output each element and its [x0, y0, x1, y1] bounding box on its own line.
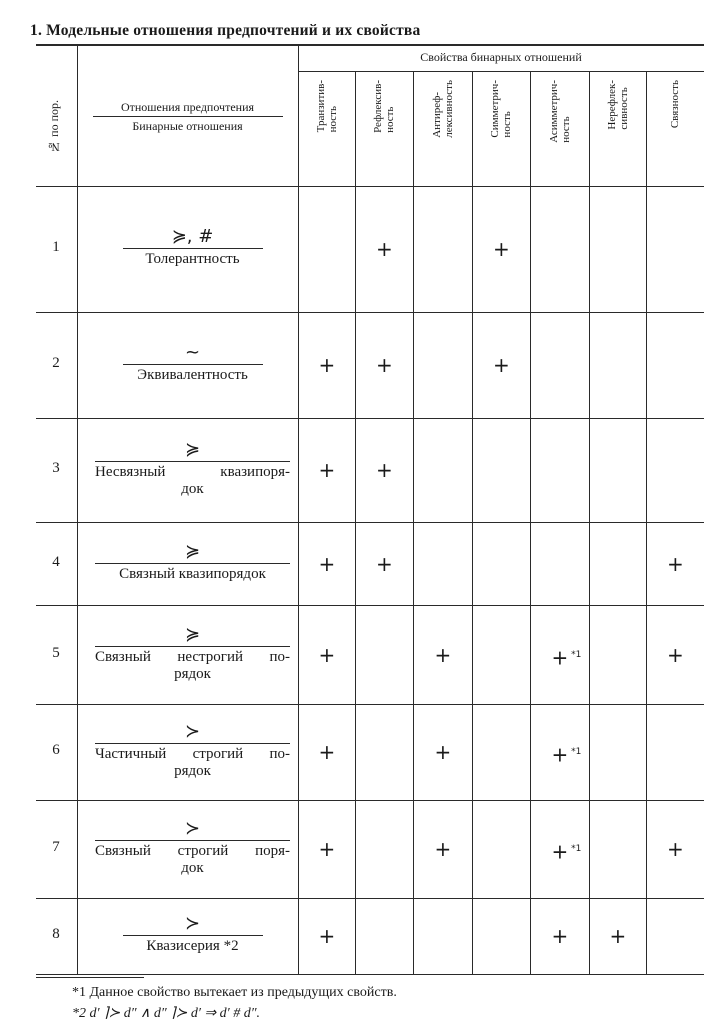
property-mark: +: [318, 458, 336, 482]
property-mark: +: [376, 458, 393, 482]
row-rule: [36, 800, 704, 801]
property-mark: +: [609, 924, 627, 948]
property-mark: +: [318, 924, 336, 948]
fraction-bar: [123, 248, 263, 249]
footnote-1: *1 Данное свойство вытекает из предыдущих свойств.: [72, 985, 397, 1000]
col-rule: [589, 71, 590, 974]
relation-cell: [85, 440, 300, 498]
relation-symbol: ≻: [184, 913, 201, 934]
property-mark: +: [667, 551, 684, 576]
property-mark: +: [434, 642, 452, 667]
col-rule: [472, 71, 473, 974]
relation-name: Связный строгий поря-: [95, 843, 290, 859]
fraction-bar: [95, 563, 290, 564]
fraction-bar: [123, 364, 263, 365]
col-rule: [646, 71, 647, 974]
row-rule: [36, 418, 704, 419]
relation-name: рядок: [174, 763, 211, 779]
relation-cell: [85, 343, 300, 384]
relation-header-bottom: Бинарные отношения: [132, 119, 243, 133]
relation-symbol: ≽: [184, 623, 201, 645]
header-group-rule: [298, 71, 704, 72]
property-header: Рефлексив- ность: [372, 80, 396, 133]
footnote-2: *2 d′ ⌉≻ d″ ∧ d″ ⌉≻ d′ ⇒ d′ # d″.: [72, 1006, 261, 1021]
property-mark: +: [318, 740, 336, 764]
property-header: Симметрич- ность: [489, 80, 513, 138]
property-mark: +: [376, 551, 393, 576]
col-rule: [355, 71, 356, 974]
relation-name: док: [181, 481, 204, 497]
footnote-ref: *1: [568, 844, 582, 854]
table-top-rule: [36, 44, 704, 46]
fraction-bar: [93, 116, 283, 117]
relation-symbol: ≽, #: [171, 226, 214, 247]
relation-name: рядок: [174, 665, 211, 682]
row-number: 1: [52, 239, 60, 255]
row-number: 4: [52, 553, 60, 570]
col-rule: [77, 44, 78, 974]
property-mark: +: [493, 237, 510, 261]
property-mark: +: [318, 353, 336, 377]
relation-cell: [85, 819, 300, 877]
relation-name: Связный нестрогий по-: [95, 648, 290, 665]
row-number: 2: [52, 355, 60, 371]
footnote-ref: *1: [568, 649, 582, 660]
row-rule: [36, 974, 704, 975]
relation-symbol: ≽: [184, 439, 201, 460]
relation-name: Эквивалентность: [137, 367, 248, 383]
fraction-bar: [95, 743, 290, 744]
property-mark: +: [376, 353, 393, 377]
property-mark: + $^{*1}$: [551, 839, 582, 864]
relation-name: Связный квазипорядок: [119, 565, 266, 582]
row-number: 7: [52, 839, 60, 855]
row-rule: [36, 704, 704, 705]
row-rule: [36, 522, 704, 523]
relation-cell: [85, 914, 300, 955]
footnote-rule: [36, 977, 144, 978]
fraction-bar: [95, 461, 290, 462]
property-header: Нерефлек- сивность: [605, 80, 630, 130]
property-mark: + $^{*1}$: [551, 645, 582, 670]
num-column-header: № по пор.: [47, 100, 61, 154]
property-header: Асимметрич- ность: [547, 80, 572, 143]
row-number: 8: [52, 926, 60, 942]
relation-cell: [85, 542, 300, 583]
relation-name: Квазисерия *2: [146, 938, 239, 954]
row-number: 5: [52, 644, 60, 661]
fraction-bar: [123, 935, 263, 936]
relation-cell: [85, 625, 300, 683]
property-header: Транзитив- ность: [314, 80, 339, 133]
relation-symbol: ≻: [184, 818, 201, 839]
table-title: 1. Модельные отношения предпочтений и их свойства: [30, 22, 421, 39]
property-mark: +: [376, 237, 393, 261]
property-mark: +: [667, 837, 684, 861]
relation-header-top: Отношения предпочтения: [120, 100, 255, 114]
properties-group-header: Свойства бинарных отношений: [420, 50, 582, 64]
relation-symbol: ≻: [184, 721, 201, 742]
property-mark: +: [318, 551, 336, 576]
relation-name: Частичный строгий по-: [95, 746, 290, 762]
relation-name: док: [181, 860, 204, 876]
relation-cell: [85, 227, 300, 268]
col-rule: [530, 71, 531, 974]
property-header: Связность: [669, 80, 681, 129]
row-number: 6: [52, 742, 60, 758]
row-rule: [36, 312, 704, 313]
property-mark: +: [434, 740, 452, 764]
property-mark: +: [318, 837, 336, 861]
relation-symbol: ~: [184, 342, 201, 363]
row-number: 3: [52, 460, 60, 476]
row-rule: [36, 605, 704, 606]
fraction-bar: [95, 840, 290, 841]
fraction-bar: [95, 646, 290, 647]
property-mark: +: [434, 837, 452, 861]
row-rule: [36, 898, 704, 899]
footnote-ref: *1: [568, 747, 582, 757]
property-header: Антиреф- лексивность: [430, 80, 455, 138]
row-rule: [36, 186, 704, 187]
property-mark: +: [551, 924, 569, 948]
relation-name: Толерантность: [145, 251, 240, 267]
col-rule: [413, 71, 414, 974]
relation-symbol: ≽: [184, 540, 201, 562]
property-mark: +: [667, 642, 684, 667]
property-mark: +: [318, 642, 336, 667]
relation-column-header: [85, 100, 290, 134]
relation-cell: [85, 722, 300, 780]
property-mark: +: [493, 353, 510, 377]
relation-name: Несвязный квазипоря-: [95, 464, 290, 480]
property-mark: + $^{*1}$: [551, 742, 582, 767]
